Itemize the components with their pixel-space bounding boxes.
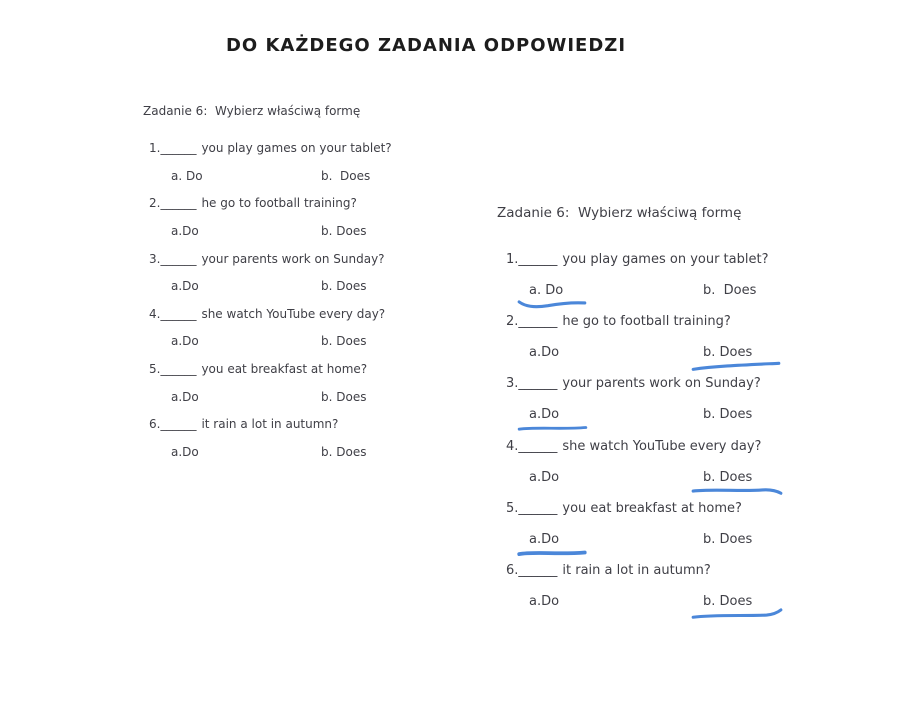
option-a xyxy=(171,390,199,404)
question-row xyxy=(497,376,847,407)
question-number: 3. xyxy=(506,376,519,392)
question-number: 1. xyxy=(506,252,519,267)
question-number: 5. xyxy=(506,500,519,516)
option-b xyxy=(703,345,752,375)
option-b xyxy=(703,594,752,624)
option-a-label: a.Do xyxy=(529,345,560,361)
option-a xyxy=(171,445,199,459)
option-a-label: a.Do xyxy=(529,531,560,547)
options-row xyxy=(143,445,483,473)
options-row xyxy=(143,390,483,418)
worksheet-heading: Zadanie 6: Wybierz właściwą formę xyxy=(497,205,742,221)
question-number: 5. xyxy=(149,362,161,377)
option-b-label: b. Does xyxy=(321,334,367,349)
option-b xyxy=(321,334,366,348)
question-text: it rain a lot in autumn? xyxy=(562,562,711,578)
question-text: you eat breakfast at home? xyxy=(201,362,368,377)
option-b xyxy=(703,470,752,500)
option-a xyxy=(529,283,563,313)
answer-underline-mark xyxy=(691,609,783,620)
question-text: your parents work on Sunday? xyxy=(201,251,385,266)
question-row xyxy=(497,314,847,345)
answer-blank: ______ xyxy=(160,196,197,211)
options-row xyxy=(143,279,483,307)
option-a xyxy=(171,334,199,348)
question-text: she watch YouTube every day? xyxy=(562,438,762,454)
question-text: you play games on your tablet? xyxy=(201,141,392,155)
answer-blank: ______ xyxy=(518,562,558,578)
option-a-label: a. Do xyxy=(529,283,564,299)
worksheet-heading: Zadanie 6: Wybierz właściwą formę xyxy=(143,104,361,118)
question-text: he go to football training? xyxy=(562,314,731,330)
option-a xyxy=(529,594,559,624)
question-row xyxy=(143,362,483,390)
option-b-label: b. Does xyxy=(703,345,753,361)
question-number: 4. xyxy=(149,306,161,321)
option-b-label: b. Does xyxy=(321,445,367,460)
option-b-label: b. Does xyxy=(321,168,371,183)
question-row xyxy=(143,252,483,280)
answer-blank: ______ xyxy=(160,417,197,432)
option-a-label: a.Do xyxy=(171,389,199,404)
question-row xyxy=(497,252,847,283)
option-a xyxy=(171,279,199,293)
answer-blank: ______ xyxy=(518,252,558,267)
answer-underline-mark xyxy=(517,547,589,558)
question-row xyxy=(497,501,847,532)
option-a-label: a.Do xyxy=(529,594,560,610)
option-b xyxy=(321,224,366,238)
options-row xyxy=(497,407,847,438)
option-a xyxy=(529,532,559,562)
options-row xyxy=(497,345,847,376)
option-a-label: a. Do xyxy=(171,168,203,183)
page-title: DO KAŻDEGO ZADANIA ODPOWIEDZI xyxy=(225,35,627,56)
question-number: 4. xyxy=(506,438,519,454)
question-row xyxy=(497,563,847,594)
option-b xyxy=(321,445,366,459)
option-a-label: a.Do xyxy=(171,223,199,238)
question-row xyxy=(497,439,847,470)
question-number: 6. xyxy=(506,562,519,578)
question-text: it rain a lot in autumn? xyxy=(201,417,339,432)
option-b xyxy=(703,407,752,437)
option-b xyxy=(703,283,756,313)
worksheet-answered xyxy=(497,205,847,625)
question-text: you play games on your tablet? xyxy=(562,252,769,267)
question-number: 3. xyxy=(149,251,161,266)
answer-blank: ______ xyxy=(518,438,558,454)
answer-blank: ______ xyxy=(518,314,558,330)
options-row xyxy=(497,470,847,501)
question-row xyxy=(143,196,483,224)
options-row xyxy=(143,224,483,252)
answer-blank: ______ xyxy=(160,362,197,377)
options-row xyxy=(497,532,847,563)
options-row xyxy=(497,594,847,625)
option-a xyxy=(529,407,559,437)
answer-blank: ______ xyxy=(518,376,558,392)
answer-blank: ______ xyxy=(160,141,197,155)
answer-underline-mark xyxy=(517,298,589,309)
answer-blank: ______ xyxy=(160,306,197,321)
answer-underline-mark xyxy=(517,422,589,433)
worksheet-original xyxy=(143,104,483,473)
options-row xyxy=(143,334,483,362)
option-b-label: b. Does xyxy=(703,469,753,485)
option-b-label: b. Does xyxy=(703,407,753,423)
option-b xyxy=(321,390,366,404)
question-number: 2. xyxy=(506,314,519,330)
answer-underline-mark xyxy=(691,485,783,496)
answer-blank: ______ xyxy=(160,251,197,266)
question-text: you eat breakfast at home? xyxy=(562,500,742,516)
option-a-label: a.Do xyxy=(171,334,199,349)
option-b-label: b. Does xyxy=(703,531,753,547)
option-b xyxy=(703,532,752,562)
question-row xyxy=(143,307,483,335)
options-row xyxy=(497,283,847,314)
question-number: 2. xyxy=(149,196,161,211)
option-a xyxy=(171,224,199,238)
option-b-label: b. Does xyxy=(321,223,367,238)
option-b-label: b. Does xyxy=(703,594,753,610)
question-row xyxy=(143,141,483,169)
option-a xyxy=(529,470,559,500)
question-text: he go to football training? xyxy=(201,196,357,211)
option-a-label: a.Do xyxy=(529,469,560,485)
option-b-label: b. Does xyxy=(321,279,367,294)
question-row xyxy=(143,417,483,445)
option-b-label: b. Does xyxy=(321,389,367,404)
question-number: 6. xyxy=(149,417,161,432)
answer-underline-mark xyxy=(691,360,783,371)
question-text: your parents work on Sunday? xyxy=(562,376,761,392)
answer-blank: ______ xyxy=(518,500,558,516)
option-b xyxy=(321,169,370,183)
option-a xyxy=(529,345,559,375)
options-row xyxy=(143,169,483,197)
question-text: she watch YouTube every day? xyxy=(201,306,386,321)
question-number: 1. xyxy=(149,141,161,155)
option-a-label: a.Do xyxy=(529,407,560,423)
option-b xyxy=(321,279,366,293)
option-a xyxy=(171,169,203,183)
option-a-label: a.Do xyxy=(171,279,199,294)
option-b-label: b. Does xyxy=(703,283,757,299)
option-a-label: a.Do xyxy=(171,445,199,460)
